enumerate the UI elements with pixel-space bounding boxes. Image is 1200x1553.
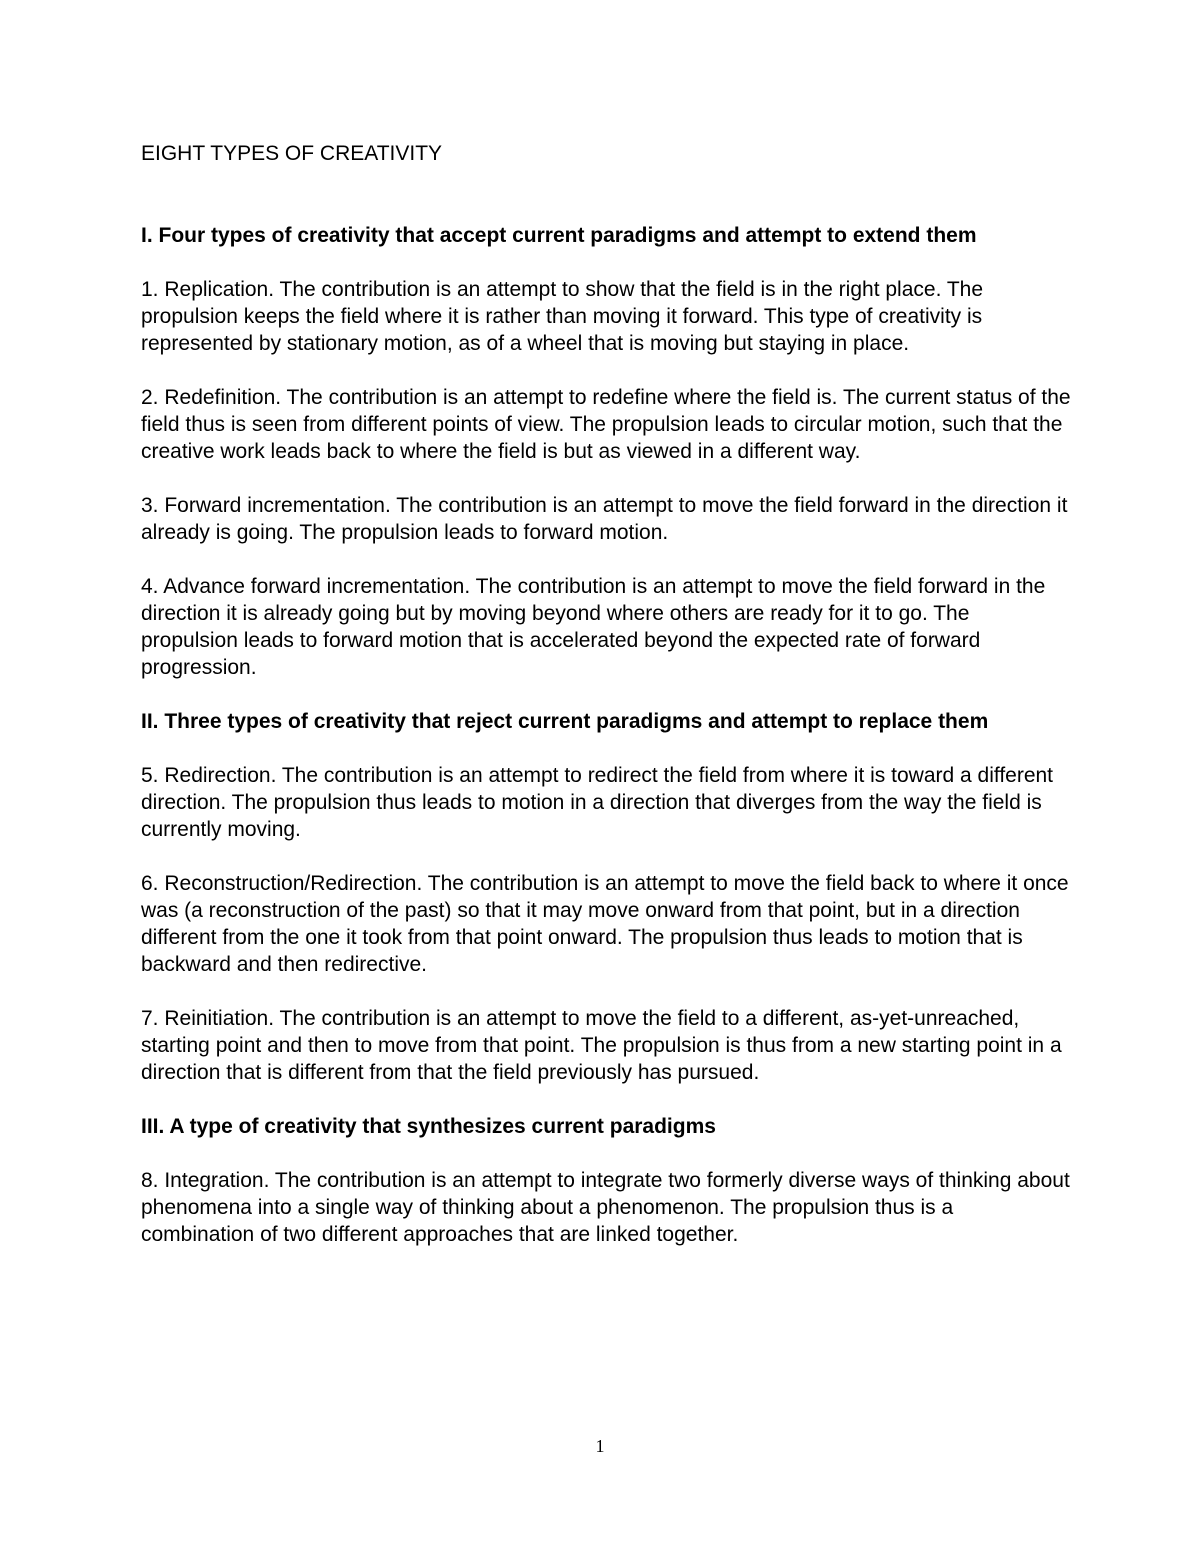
page-number: 1 [595,1436,605,1456]
section-heading-2: II. Three types of creativity that reject current paradigms and attempt to replace them [141,710,989,733]
paragraph-advance-forward-incrementation: 4. Advance forward incrementation. The contribution is an attempt to move the field forward in the direction it is already going but by moving beyond where others are ready for it to go. The propulsion leads to forward motion that is accelerated beyond the expected rate of forward progression. [141,575,1046,679]
document-title: EIGHT TYPES OF CREATIVITY [141,142,443,165]
paragraph-redefinition: 2. Redefinition. The contribution is an attempt to redefine where the field is. The current status of the field thus is seen from different points of view. The propulsion leads to circular motion, such that the creative work leads back to where the field is but as viewed in a different way. [141,386,1071,463]
paragraph-reinitiation: 7. Reinitiation. The contribution is an attempt to move the field to a different, as-yet-unreached, starting point and then to move from that point. The propulsion is thus from a new starting point in a direction that is different from that the field previously has pursued. [141,1007,1062,1084]
paragraph-integration: 8. Integration. The contribution is an attempt to integrate two formerly diverse ways of thinking about phenomena into a single way of thinking about a phenomenon. The propulsion thus is a combination of two different approaches that are linked together. [141,1169,1070,1246]
section-heading-3: III. A type of creativity that synthesizes current paradigms [141,1115,716,1138]
paragraph-forward-incrementation: 3. Forward incrementation. The contribution is an attempt to move the field forward in the direction it already is going. The propulsion leads to forward motion. [141,494,1068,544]
section-heading-1: I. Four types of creativity that accept current paradigms and attempt to extend them [141,224,977,247]
document-body [141,140,1071,1275]
paragraph-reconstruction-redirection: 6. Reconstruction/Redirection. The contribution is an attempt to move the field back to where it once was (a reconstruction of the past) so that it may move onward from that point, but in a direction different from the one it took from that point onward. The propulsion thus leads to motion that is backward and then redirective. [141,872,1069,976]
paragraph-redirection: 5. Redirection. The contribution is an attempt to redirect the field from where it is toward a different direction. The propulsion thus leads to motion in a direction that diverges from the way the field is currently moving. [141,764,1054,841]
paragraph-replication: 1. Replication. The contribution is an attempt to show that the field is in the right place. The propulsion keeps the field where it is rather than moving it forward. This type of creativity is represented by stationary motion, as of a wheel that is moving but staying in place. [141,278,984,355]
